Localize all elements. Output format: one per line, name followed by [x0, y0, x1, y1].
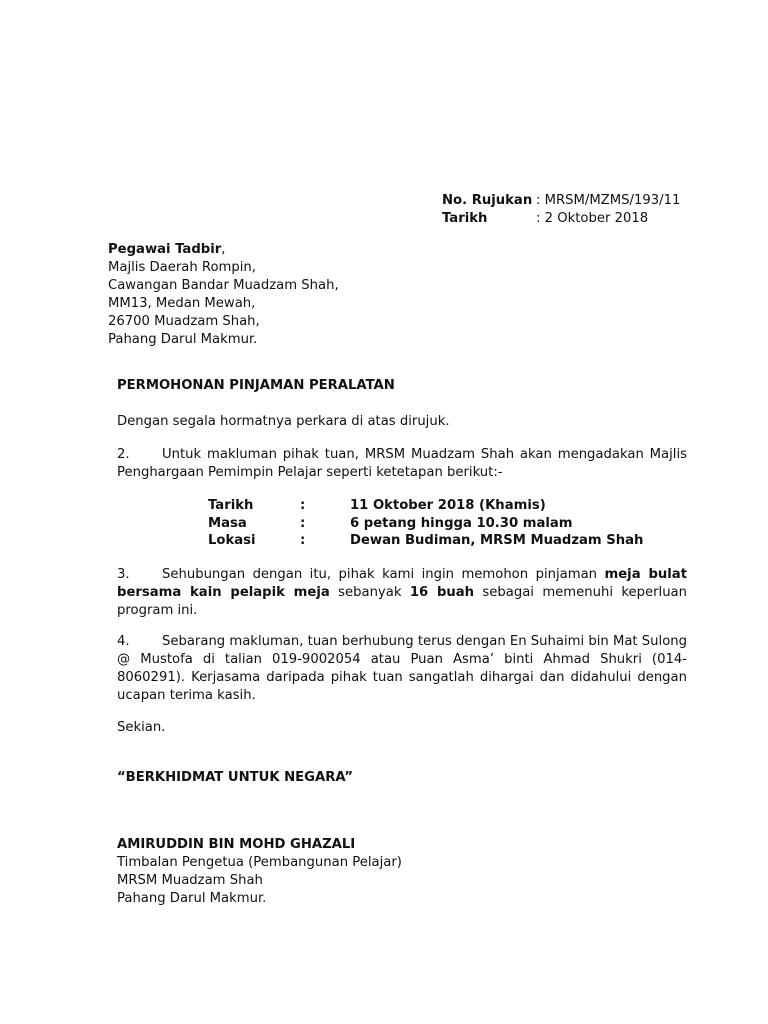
detail-row-date [208, 497, 546, 515]
paragraph-number: 2. [117, 447, 130, 462]
reference-number-label: No. Rujukan [442, 193, 533, 208]
reference-date-row [442, 210, 680, 228]
reference-date-value: : 2 Oktober 2018 [536, 211, 649, 226]
recipient-title-suffix: , [221, 242, 226, 257]
signatory-line: Pahang Darul Makmur. [117, 891, 267, 906]
paragraph-number: 4. [117, 634, 130, 649]
closing-line: Sekian. [117, 720, 166, 735]
detail-separator: : [300, 498, 306, 513]
paragraph-4 [117, 633, 687, 705]
detail-value: 6 petang hingga 10.30 malam [350, 516, 573, 531]
paragraph-number: 3. [117, 567, 130, 582]
reference-date-label: Tarikh [442, 211, 488, 226]
signatory-line: Timbalan Pengetua (Pembangunan Pelajar) [117, 855, 402, 870]
detail-separator: : [300, 533, 306, 548]
letter-subject: PERMOHONAN PINJAMAN PERALATAN [117, 378, 395, 393]
recipient-title: Pegawai Tadbir [108, 242, 222, 257]
reference-number-value: : MRSM/MZMS/193/11 [536, 193, 681, 208]
paragraph-bold-item: meja bulat bersama kain pelapik meja [117, 567, 688, 600]
detail-value: Dewan Budiman, MRSM Muadzam Shah [350, 533, 644, 548]
signatory-name: AMIRUDDIN BIN MOHD GHAZALI [117, 837, 356, 852]
detail-value: 11 Oktober 2018 (Khamis) [350, 498, 546, 513]
opening-line: Dengan segala hormatnya perkara di atas dirujuk. [117, 414, 450, 429]
paragraph-text: Sehubungan dengan itu, pihak kami ingin memohon pinjaman [162, 567, 605, 582]
recipient-title-line [108, 241, 339, 259]
address-line: Majlis Daerah Rompin, [108, 260, 256, 275]
paragraph-text: sebanyak [329, 585, 410, 600]
motto: “BERKHIDMAT UNTUK NEGARA” [117, 770, 354, 785]
address-line: MM13, Medan Mewah, [108, 296, 256, 311]
paragraph-text: Untuk makluman pihak tuan, MRSM Muadzam Shah akan mengadakan Majlis Penghargaan Pemimpin Pelajar seperti ketetapan berikut:- [117, 447, 687, 480]
detail-separator: : [300, 516, 306, 531]
address-line: Cawangan Bandar Muadzam Shah, [108, 278, 339, 293]
paragraph-2 [117, 446, 687, 482]
signatory-line: MRSM Muadzam Shah [117, 873, 263, 888]
address-line: Pahang Darul Makmur. [108, 332, 258, 347]
recipient-address [108, 241, 339, 349]
detail-row-location [208, 532, 643, 550]
detail-label: Tarikh [208, 498, 254, 513]
paragraph-text: sebagai memenuhi keperluan program ini. [117, 585, 688, 618]
reference-block [442, 192, 680, 228]
signatory-block [117, 836, 402, 908]
detail-label: Masa [208, 516, 247, 531]
detail-row-time [208, 515, 573, 533]
paragraph-bold-quantity: 16 buah [409, 585, 475, 600]
address-line: 26700 Muadzam Shah, [108, 314, 260, 329]
paragraph-3 [117, 566, 687, 620]
paragraph-text: Sebarang makluman, tuan berhubung terus dengan En Suhaimi bin Mat Sulong @ Mustofa di talian 019-9002054 atau Puan Asma’ binti Ahmad Shukri (014-8060291). Kerjasama daripada pihak tuan sangatlah dihargai dan didahului dengan ucapan terima kasih. [117, 634, 687, 703]
reference-number-row [442, 192, 680, 210]
detail-label: Lokasi [208, 533, 256, 548]
